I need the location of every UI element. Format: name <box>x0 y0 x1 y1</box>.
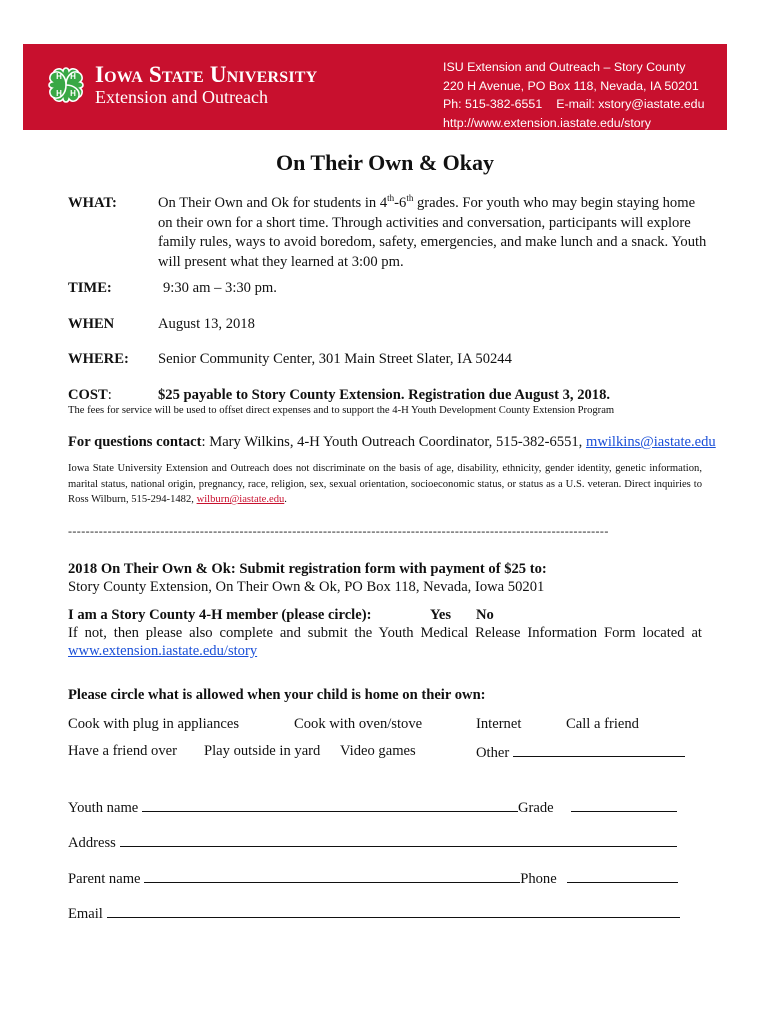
contact-url[interactable]: http://www.extension.iastate.edu/story <box>443 115 651 130</box>
parent-name-blank[interactable] <box>144 868 520 883</box>
cost-label-text: COST <box>68 387 108 403</box>
email-blank[interactable] <box>107 903 680 918</box>
when-value: August 13, 2018 <box>158 316 255 332</box>
youth-name-field[interactable] <box>68 797 554 818</box>
cut-line-divider: --------------------------------------------------------------------------------------------------------------------------- <box>68 524 609 538</box>
option-video-games[interactable]: Video games <box>340 743 416 759</box>
svg-text:H: H <box>70 72 76 81</box>
logo-extension-name: Extension and Outreach <box>95 87 268 107</box>
medical-form-link[interactable]: www.extension.iastate.edu/story <box>68 643 258 659</box>
nondiscrimination-statement <box>68 461 702 508</box>
what-text-a: On Their Own and Ok for students in 4 <box>158 195 388 211</box>
contact-phone: Ph: 515-382-6551 <box>443 97 543 111</box>
parent-name-label: Parent name <box>68 871 141 887</box>
contact-email[interactable]: E-mail: xstory@iastate.edu <box>556 97 705 111</box>
option-cook-oven[interactable]: Cook with oven/stove <box>294 716 423 732</box>
questions-email-link[interactable]: mwilkins@iastate.edu <box>585 434 716 450</box>
cost-value: $25 payable to Story County Extension. Registration due August 3, 2018. <box>158 387 611 403</box>
grade-label: Grade <box>517 800 554 816</box>
svg-text:H: H <box>56 89 62 98</box>
page-title: On Their Own & Okay <box>275 150 494 175</box>
option-other[interactable] <box>476 742 685 763</box>
what-sup-b: th <box>406 193 414 204</box>
member-yes-option[interactable]: Yes <box>430 607 452 623</box>
phone-blank[interactable] <box>567 868 678 883</box>
where-value: Senior Community Center, 301 Main Street Slater, IA 50244 <box>158 351 512 367</box>
time-value: 9:30 am – 3:30 pm. <box>163 280 277 296</box>
registration-address: Story County Extension, On Their Own & Ok, PO Box 118, Nevada, Iowa 50201 <box>68 579 545 595</box>
svg-text:H: H <box>70 89 76 98</box>
allowed-heading: Please circle what is allowed when your child is home on their own: <box>68 687 486 703</box>
other-blank-field[interactable] <box>513 742 685 757</box>
option-internet[interactable]: Internet <box>476 716 522 732</box>
cost-note: The fees for service will be used to offset direct expenses and to support the 4-H Youth Development County Extension Program <box>68 405 615 416</box>
what-text <box>158 194 708 272</box>
university-logo <box>95 63 317 107</box>
parent-name-field[interactable] <box>68 868 557 889</box>
where-label: WHERE: <box>68 351 129 367</box>
option-call-friend[interactable]: Call a friend <box>566 716 639 732</box>
what-label: WHAT: <box>68 195 117 211</box>
address-label: Address <box>68 835 116 851</box>
grade-blank[interactable] <box>571 797 677 812</box>
medical-release-note: If not, then please also complete and submit the Youth Medical Release Information Form located at <box>68 625 702 641</box>
contact-office: ISU Extension and Outreach – Story County <box>443 60 686 74</box>
questions-text: : Mary Wilkins, 4-H Youth Outreach Coordinator, 515-382-6551, <box>201 434 586 450</box>
what-text-b: -6 <box>394 195 407 211</box>
option-cook-plug-in[interactable]: Cook with plug in appliances <box>68 716 240 732</box>
option-play-outside[interactable]: Play outside in yard <box>204 743 321 759</box>
member-no-option[interactable]: No <box>476 607 494 623</box>
nondiscrimination-text: Iowa State University Extension and Outreach does not discriminate on the basis of age, disability, ethnicity, gender identity, genetic information, marital status, national origin, pregnancy, race, religion, sex, sexual orientation, socioeconomic status, or status as a U.S. veteran. Direct inquiries to Ross Wilburn, 515-294-1482, <box>68 463 702 505</box>
member-question: I am a Story County 4-H member (please circle): <box>68 607 372 623</box>
svg-text:H: H <box>56 72 62 81</box>
header-banner <box>23 44 727 130</box>
cost-label-colon: : <box>107 387 112 403</box>
nondiscrimination-end: . <box>284 494 287 505</box>
questions-label: For questions contact <box>68 434 202 450</box>
youth-name-blank[interactable] <box>142 797 518 812</box>
registration-heading: 2018 On Their Own & Ok: Submit registration form with payment of $25 to: <box>68 561 547 577</box>
grade-field[interactable] <box>571 797 677 818</box>
option-friend-over[interactable]: Have a friend over <box>68 743 177 759</box>
nondiscrimination-email-link[interactable]: wilburn@iastate.edu <box>196 494 285 505</box>
what-text-c: grades. For youth who may begin staying home on their own for a short time. Through activities and conversation, participants will explore family rules, ways to avoid boredom, safety, emergencies, and make lunch and a snack. Youth will present what they learned at 3:00 pm. <box>158 195 707 270</box>
4h-clover-icon <box>45 64 87 110</box>
questions-line <box>68 433 716 452</box>
phone-field[interactable] <box>567 868 678 889</box>
logo-university-name: Iowa State University <box>95 62 318 87</box>
time-label: TIME: <box>68 280 112 296</box>
youth-name-label: Youth name <box>68 800 139 816</box>
contact-block <box>443 58 704 132</box>
email-label: Email <box>68 906 103 922</box>
option-other-label: Other <box>476 745 510 761</box>
when-label: WHEN <box>68 316 115 332</box>
contact-address: 220 H Avenue, PO Box 118, Nevada, IA 50201 <box>443 78 699 93</box>
email-field[interactable] <box>68 903 680 924</box>
what-sup-a: th <box>387 193 395 204</box>
address-blank[interactable] <box>120 832 677 847</box>
address-field[interactable] <box>68 832 677 853</box>
phone-label: Phone <box>520 871 557 887</box>
